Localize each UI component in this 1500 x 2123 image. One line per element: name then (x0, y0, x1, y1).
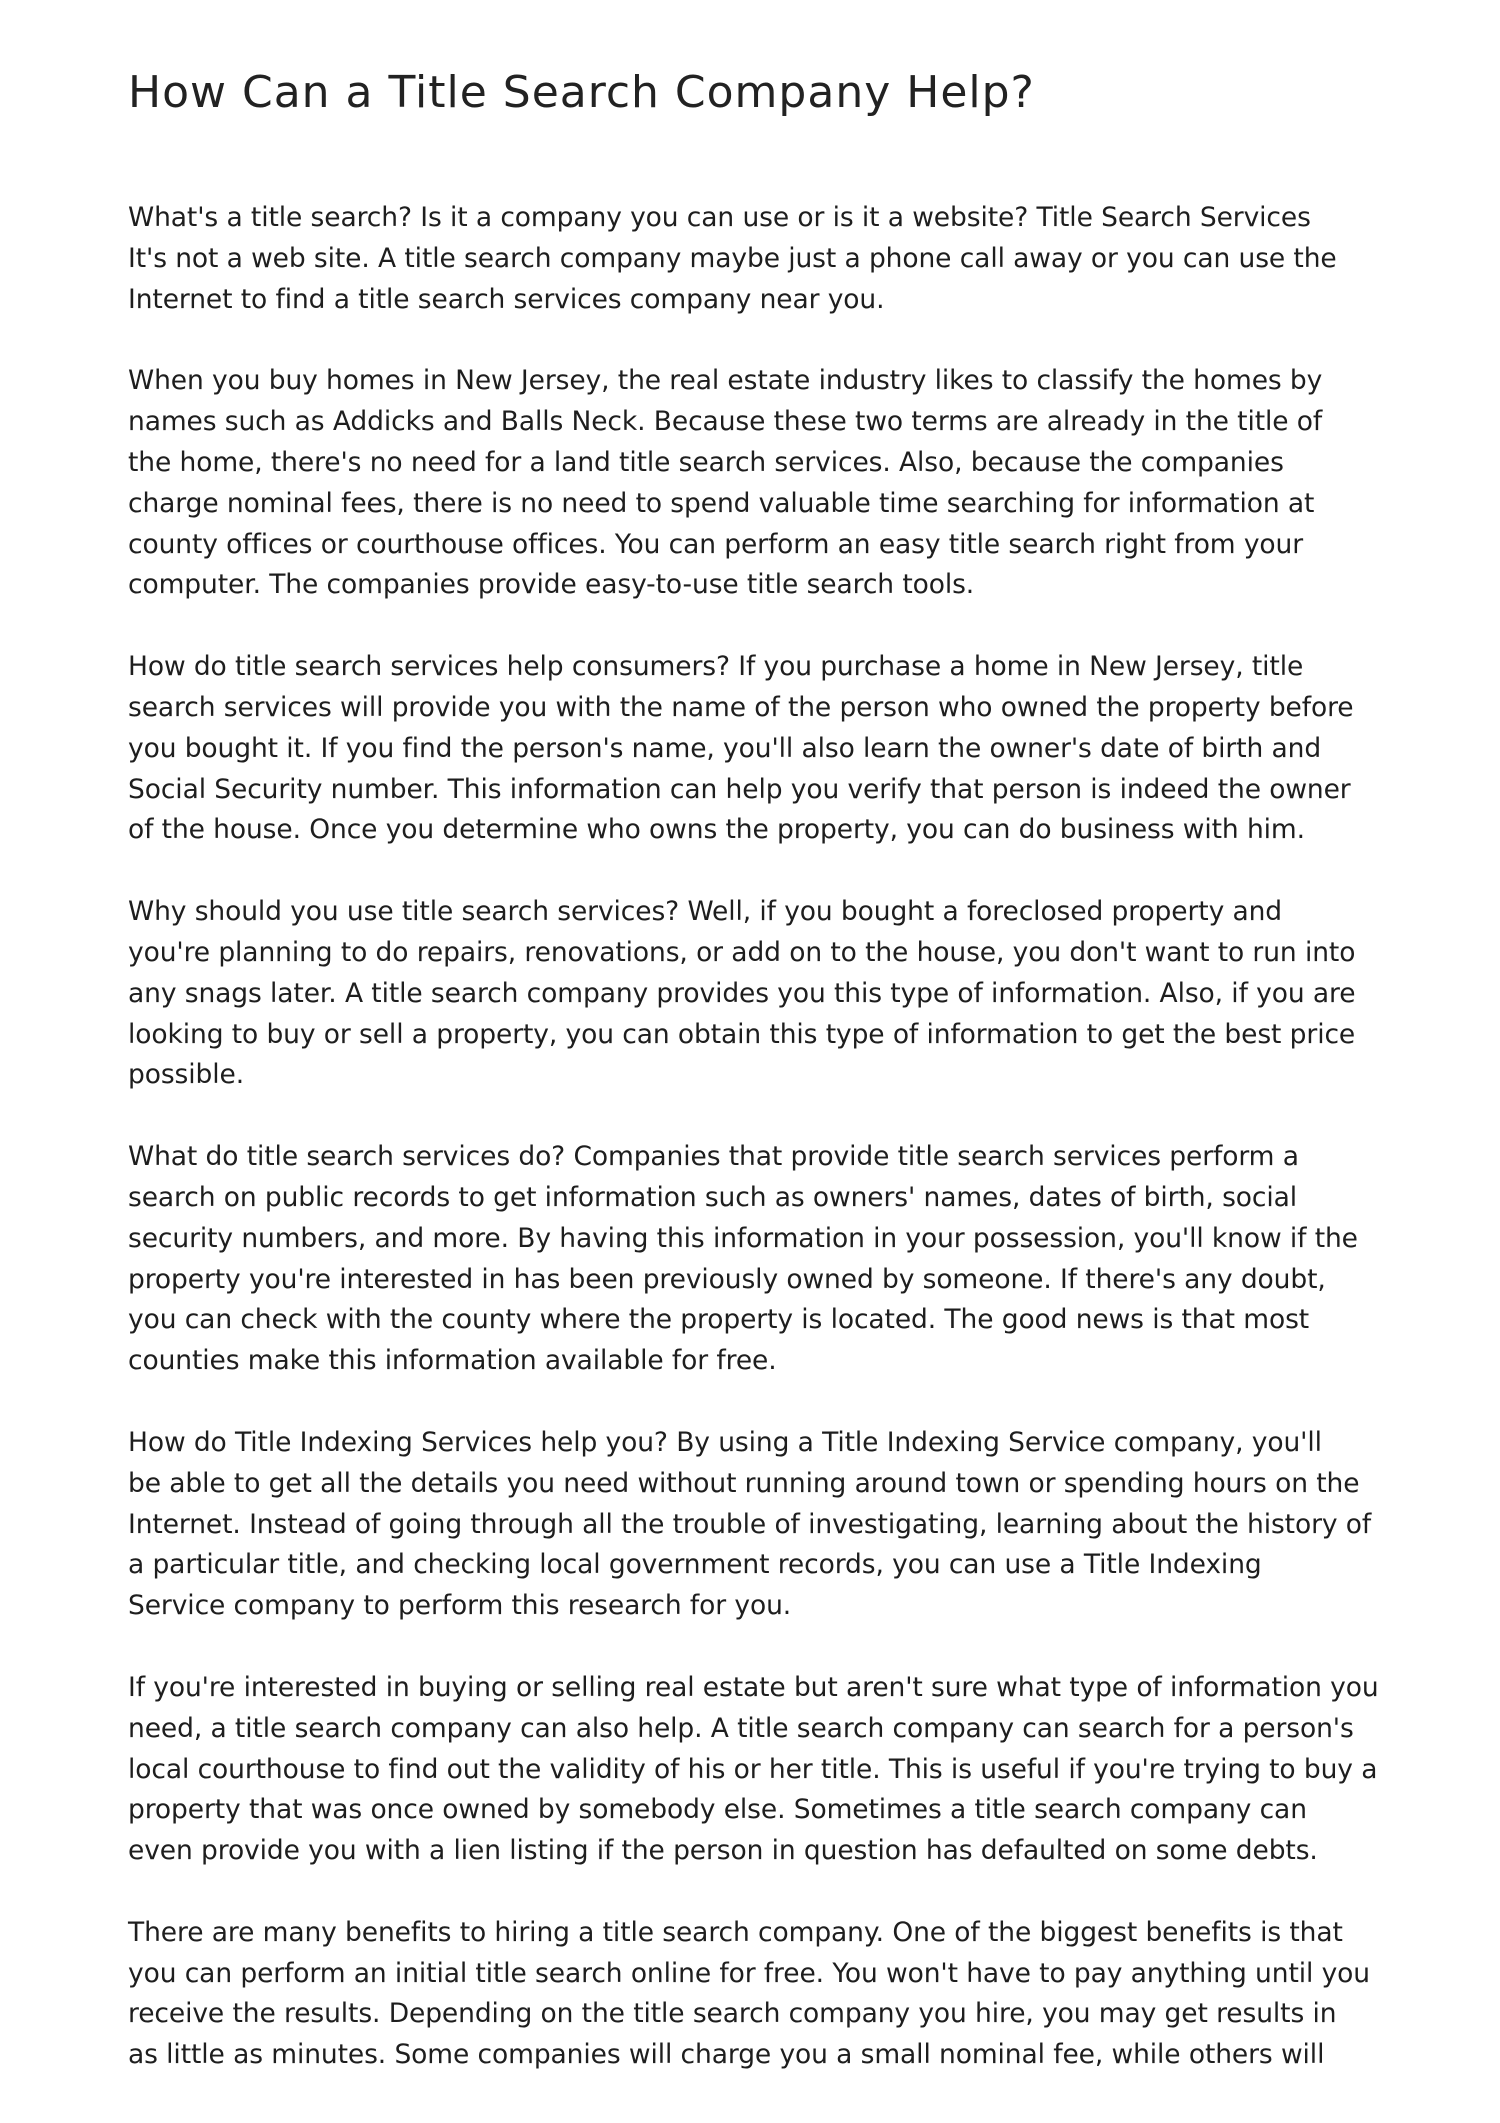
text-line: you're planning to do repairs, renovations, or add on to the house, you don't want to run into (128, 936, 1356, 968)
text-line: Internet. Instead of going through all the trouble of investigating, learning about the history of (128, 1508, 1372, 1540)
text-line: county offices or courthouse offices. You can perform an easy title search right from your (128, 528, 1304, 560)
text-line: you can perform an initial title search online for free. You won't have to pay anything until you (128, 1957, 1370, 1989)
text-line: Why should you use title search services? Well, if you bought a foreclosed property and (128, 896, 1283, 928)
text-line: even provide you with a lien listing if the person in question has defaulted on some debts. (128, 1835, 1318, 1867)
text-line: of the house. Once you determine who owns the property, you can do business with him. (128, 814, 1305, 846)
text-line: search on public records to get information such as owners' names, dates of birth, social (128, 1181, 1298, 1213)
paragraph (128, 1913, 1388, 2076)
text-line: It's not a web site. A title search company maybe just a phone call away or you can use the (128, 242, 1337, 274)
text-line: search services will provide you with the name of the person who owned the property before (128, 691, 1354, 723)
text-line: What do title search services do? Companies that provide title search services perform a (128, 1141, 1299, 1173)
text-line: names such as Addicks and Balls Neck. Because these two terms are already in the title of (128, 406, 1323, 438)
article-body (128, 198, 1388, 2076)
text-line: property you're interested in has been previously owned by someone. If there's any doubt, (128, 1263, 1326, 1295)
text-line: possible. (128, 1059, 245, 1091)
text-line: security numbers, and more. By having this information in your possession, you'll know if the (128, 1222, 1358, 1254)
text-line: Internet to find a title search services company near you. (128, 283, 885, 315)
text-line: How do Title Indexing Services help you? By using a Title Indexing Service company, you'll (128, 1426, 1322, 1458)
page-title: How Can a Title Search Company Help? (128, 67, 1035, 118)
text-line: counties make this information available for free. (128, 1345, 777, 1377)
text-line: property that was once owned by somebody else. Sometimes a title search company can (128, 1794, 1307, 1826)
text-line: Social Security number. This information can help you verify that person is indeed the owner (128, 773, 1351, 805)
text-line: looking to buy or sell a property, you can obtain this type of information to get the best price (128, 1018, 1356, 1050)
text-line: as little as minutes. Some companies will charge you a small nominal fee, while others will (128, 2039, 1325, 2071)
text-line: the home, there's no need for a land title search services. Also, because the companies (128, 446, 1284, 478)
text-line: charge nominal fees, there is no need to spend valuable time searching for information at (128, 487, 1315, 519)
text-line: When you buy homes in New Jersey, the real estate industry likes to classify the homes by (128, 365, 1323, 397)
paragraph (128, 361, 1388, 606)
text-line: How do title search services help consumers? If you purchase a home in New Jersey, title (128, 651, 1304, 683)
text-line: you can check with the county where the property is located. The good news is that most (128, 1304, 1310, 1336)
text-line: any snags later. A title search company provides you this type of information. Also, if you are (128, 977, 1356, 1009)
text-line: need, a title search company can also help. A title search company can search for a person's (128, 1712, 1354, 1744)
text-line: What's a title search? Is it a company you can use or is it a website? Title Search Services (128, 202, 1311, 233)
paragraph (128, 1137, 1388, 1382)
text-line: local courthouse to find out the validity of his or her title. This is useful if you're trying to buy a (128, 1753, 1378, 1785)
paragraph (128, 892, 1388, 1096)
text-line: a particular title, and checking local government records, you can use a Title Indexing (128, 1549, 1262, 1581)
document-page (128, 66, 1388, 2117)
text-line: computer. The companies provide easy-to-use title search tools. (128, 569, 975, 601)
text-line: Service company to perform this research for you. (128, 1590, 792, 1622)
text-line: If you're interested in buying or selling real estate but aren't sure what type of information you (128, 1671, 1379, 1703)
paragraph (128, 1423, 1388, 1627)
text-line: receive the results. Depending on the title search company you hire, you may get results in (128, 1998, 1337, 2030)
paragraph (128, 647, 1388, 851)
paragraph (128, 198, 1388, 320)
text-line: be able to get all the details you need without running around town or spending hours on the (128, 1467, 1360, 1499)
text-line: There are many benefits to hiring a title search company. One of the biggest benefits is that (128, 1916, 1343, 1948)
paragraph (128, 1668, 1388, 1872)
text-line: you bought it. If you find the person's name, you'll also learn the owner's date of birth and (128, 732, 1322, 764)
